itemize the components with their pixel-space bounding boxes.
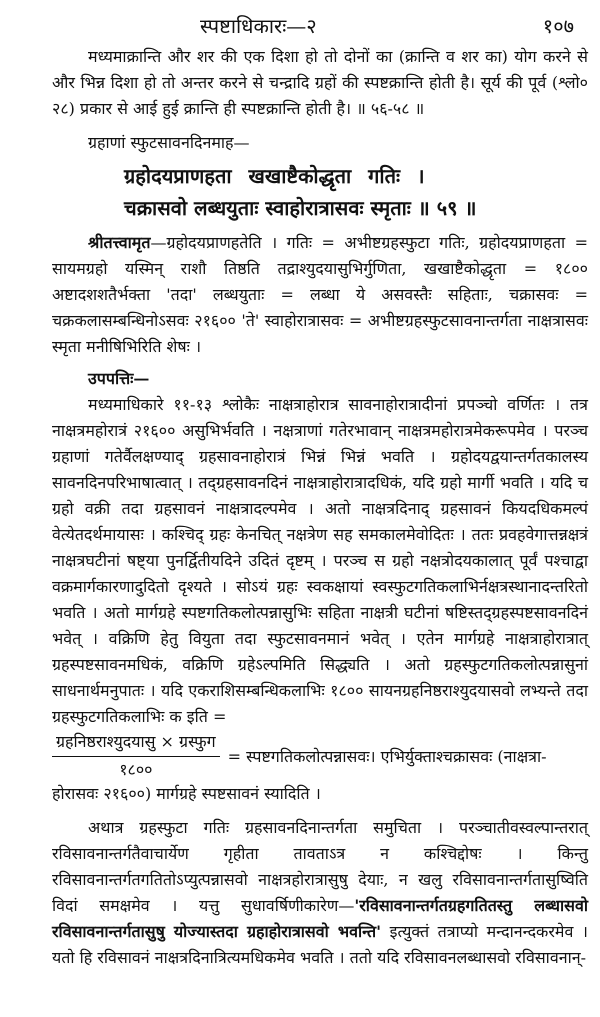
verse-introduction: ग्रहाणां स्फुटसावनदिनमाह—	[88, 133, 250, 152]
final-paragraph	[52, 815, 588, 971]
commentary-label: श्रीतत्त्वामृत	[88, 233, 151, 252]
formula	[52, 730, 588, 781]
verse-line-1: ग्रहोदयप्राणहता खखाष्टैकोद्धृता गतिः ।	[124, 164, 425, 188]
final-text-1: अथात्र ग्रहस्फुटा गतिः ग्रहसावनदिनान्तर्गता समुचिता । परञ्चातीवस्वल्पान्तरात् रविसावनान्तर्गतैवाचार्येण गृहीता तावताऽत्र न कश्चिद्दोषः । किन्तु रविसावनान्तर्गतगतितोऽप्युत्पन्नासवो नाक्षत्रहोरात्रासुषु देयाः, न खलु रविसावनान्तर्गतासुष्विति विदां समक्षमेव । यत्तु सुधावर्षिणीकारेण—	[52, 818, 588, 915]
commentary-text: —ग्रहोदयप्राणहतेति । गतिः = अभीष्टग्रहस्फुटा गतिः, ग्रहोदयप्राणहता = सायमग्रहो यस्मिन् राशौ तिष्ठति तद्राश्युदयासुभिर्गुणिता, खखाष्टैकोद्धृता = १८०० अष्टादशशतैर्भक्ता 'तदा' लब्धयुताः = लब्धा ये असवस्तैः सहिताः, चक्रासवः = चक्रकलासम्बन्धिनोऽसवः २१६०० 'ते' स्वाहोरात्रासवः = अभीष्टग्रहस्फुटसावनान्तर्गता नाक्षत्रासवः स्मृता मनीषिभिरिति शेषः ।	[52, 233, 588, 356]
formula-denominator: १८००	[119, 760, 153, 779]
upapatti-paragraph: मध्यमाधिकारे ११-१३ श्लोकैः नाक्षत्राहोरात्र सावनाहोरात्रादीनां प्रपञ्चो वर्णितः । तत्र नाक्षत्रमहोरात्रं २१६०० असुभिर्भवति । नक्षत्राणां गतेरभावान् नाक्षत्रमहोरात्रमेकरूपमेव । परञ्च ग्रहाणां गतेर्वैलक्षण्याद् ग्रहसावनाहोरात्रं भिन्नं भिन्नं भवति । ग्रहोदयद्वयान्तर्गतकालस्य सावनदिनपरिभाषात्वात् । तद्ग्रहसावनदिनं नाक्षत्राहोरात्रादधिकं, यदि ग्रहो मार्गी भवति । यदि च ग्रहो वक्री तदा ग्रहसावनं नाक्षत्रादल्पमेव । अतो नाक्षत्रदिनाद् ग्रहसावनं कियदधिकमल्पं वेत्येतदर्थमायासः । कश्चिद् ग्रहः केनचित् नक्षत्रेण सह समकालमेवोदितः । ततः प्रवहवेगात्तन्नक्षत्रं नाक्षत्रघटीनां षष्ट्या पुनर्द्वितीयदिने उदितं दृष्टम् । परञ्च स ग्रहो नक्षत्रोदयकालात् पूर्वं पश्चाद्वा वक्रमार्गकारणादुदितो दृश्यते । सोऽयं ग्रहः स्वकक्षायां स्वस्फुटगतिकलाभिर्नक्षत्रस्थानादन्तरितो भवति । अतो मार्गग्रहे स्पष्टगतिकलोत्पन्नासुभिः सहिता नाक्षत्री घटीनां षष्टिस्तद्ग्रहस्पष्टसावनदिनं भवेत् । वक्रिणि हेतु वियुता तदा स्फुटसावनमानं भवेत् । एतेन मार्गग्रहे नाक्षत्राहोरात्रात् ग्रहस्पष्टसावनमधिकं, वक्रिणि ग्रहेऽल्पमिति सिद्ध्यति । अतो ग्रहस्फुटगतिकलोत्पन्नासुनां साधनार्थमनुपातः । यदि एकराशिसम्बन्धिकलाभिः १८०० सायनग्रहनिष्ठराश्युदयासवो लभ्यन्ते तदा ग्रहस्फुटगतिकलाभिः क इति =	[52, 395, 588, 726]
formula-continuation: होरासवः २१६००) मार्गग्रहे स्पष्टसावनं स्यादिति ।	[52, 784, 321, 803]
formula-rhs: = स्पष्टगतिकलोत्पन्नासवः। एभिर्युक्ताश्चक्रासवः (नाक्षत्रा-	[227, 746, 547, 766]
verse-line-2: चक्रासवो लब्धयुताः स्वाहोरात्रासवः स्मृताः ॥ ५९ ॥	[124, 196, 477, 220]
page-body	[52, 44, 588, 971]
page-header	[0, 6, 600, 40]
final-text-2: इत्युक्तं तत्राप्यो मन्दानन्दकरमेव । यतो हि रविसावनं नाक्षत्रदिनात्रित्यमधिकमेव भवति । ततो यदि रविसावनलब्धासवो रविसावनान्-	[52, 922, 588, 967]
upapatti-heading: उपपत्तिः—	[88, 369, 150, 388]
formula-fraction	[52, 730, 220, 781]
formula-numerator: ग्रहनिष्ठराश्युदयासु × ग्रस्फुग	[52, 730, 220, 757]
running-head: स्पष्टाधिकारः—२	[200, 14, 317, 38]
page-number: १०७	[542, 14, 574, 38]
commentary-paragraph	[52, 230, 588, 360]
hindi-translation-paragraph: मध्यमाक्रान्ति और शर की एक दिशा हो तो दोनों का (क्रान्ति व शर का) योग करने से और भिन्न दिशा हो तो अन्तर करने से चन्द्रादि ग्रहों की स्पष्टक्रान्ति होती है। सूर्य की पूर्व (श्लो० २८) प्रकार से आई हुई क्रान्ति ही स्पष्टक्रान्ति होती है। ॥ ५६-५८ ॥	[52, 47, 588, 118]
sudhavarshini-quote: 'रविसावनान्तर्गतग्रहगतितस्तु लब्धासवो रविसावनान्तर्गतासुषु योज्यास्तदा ग्रहाहोरात्रासवो भवन्ति'	[52, 896, 589, 941]
